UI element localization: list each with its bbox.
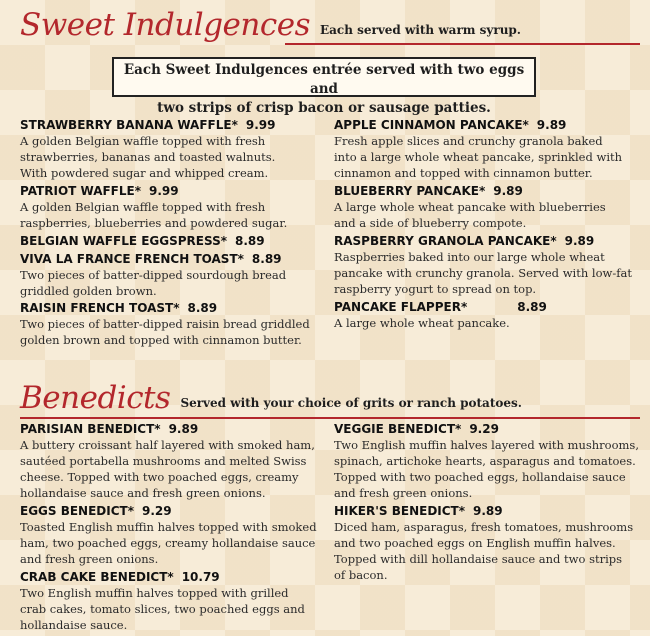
menu-item-price: 9.89 [493,184,523,198]
menu-item-price: 9.89 [473,504,503,518]
menu-item-description-line: raspberries, blueberries and powdered sugar. [20,216,288,230]
menu-item-name: RAISIN FRENCH TOAST* [20,301,180,315]
sweet-right-column [334,117,644,331]
menu-item-header [20,117,325,133]
menu-item-price: 9.29 [469,422,499,436]
menu-item-description-line: Raspberries baked into our large whole wheat [334,250,605,264]
menu-item-description-line: and two poached eggs on English muffin halves. [334,536,616,550]
notice-line: two strips of crisp bacon or sausage patties. [157,100,491,116]
menu-item-name: PARISIAN BENEDICT* [20,422,161,436]
menu-item-description-line: and fresh green onions. [334,486,473,500]
menu-item [20,251,325,299]
menu-item-name: STRAWBERRY BANANA WAFFLE* [20,118,238,132]
menu-item [334,503,644,583]
menu-item [334,183,644,231]
menu-item-price: 9.29 [142,504,172,518]
menu-item [20,183,325,231]
menu-item [334,299,644,331]
menu-item-header [334,183,644,199]
menu-item-name: BELGIAN WAFFLE EGGSPRESS* [20,234,228,248]
menu-item-description-line: and a side of blueberry compote. [334,216,527,230]
menu-item-description-line: raspberry yogurt to spread on top. [334,282,537,296]
menu-item-description-line: crab cakes, tomato slices, two poached eggs and [20,602,305,616]
menu-item-description-line: hollandaise sauce and fresh green onions. [20,486,266,500]
menu-item-description-line: Topped with dill hollandaise sauce and two strips [334,552,623,566]
menu-item-header [20,183,325,199]
menu-item-name: RASPBERRY GRANOLA PANCAKE* [334,234,557,248]
menu-item-description-line: spinach, artichoke hearts, asparagus and tomatoes. [334,454,636,468]
menu-item-header [334,503,644,519]
menu-item-description-line: Fresh apple slices and crunchy granola baked [334,134,603,148]
menu-item-description-line: strawberries, bananas and toasted walnuts. [20,150,276,164]
menu-item-header [334,117,644,133]
menu-item-description-line: A golden Belgian waffle topped with fresh [20,200,266,214]
menu-item-header [20,233,325,249]
menu-item-description-line: Two pieces of batter-dipped raisin bread griddled [20,317,310,331]
menu-item-name: VEGGIE BENEDICT* [334,422,462,436]
menu-item-description-line: With powdered sugar and whipped cream. [20,166,269,180]
menu-item-description-line: pancake with crunchy granola. Served with low-fat [334,266,632,280]
menu-item-description-line: Toasted English muffin halves topped with smoked [20,520,317,534]
section-subtitle: Served with your choice of grits or ranch potatoes. [180,396,522,410]
menu-item-name: VIVA LA FRANCE FRENCH TOAST* [20,252,244,266]
section-subtitle: Each served with warm syrup. [319,23,521,37]
menu-item-name: HIKER'S BENEDICT* [334,504,466,518]
menu-item-header [20,503,325,519]
section-rule [285,43,640,45]
benedicts-header [20,380,522,416]
menu-item-name: CRAB CAKE BENEDICT* [20,570,174,584]
menu-item-name: PANCAKE FLAPPER* [334,300,468,314]
notice-line: Each Sweet Indulgences entrée served with two eggs and [123,62,525,97]
menu-item-name: APPLE CINNAMON PANCAKE* [334,118,529,132]
menu-item-description-line: hollandaise sauce. [20,618,128,632]
menu-item-description-line: cheese. Topped with two poached eggs, creamy [20,470,299,484]
menu-item-description-line: ham, two poached eggs, creamy hollandaise sauce [20,536,316,550]
menu-item-price: 8.89 [251,252,282,266]
benedicts-left-column [20,421,325,633]
menu-item-description-line: sautéed portabella mushrooms and melted Swiss [20,454,307,468]
menu-item [20,421,325,501]
menu-item-description-line: A large whole wheat pancake. [334,316,510,330]
sweet-indulgences-header [20,7,521,43]
menu-item-name: BLUEBERRY PANCAKE* [334,184,486,198]
menu-item-description-line: griddled golden brown. [20,284,157,298]
menu-item-description-line: Two pieces of batter-dipped sourdough bread [20,268,287,282]
menu-item-price: 9.99 [149,184,179,198]
menu-item-header [334,421,644,437]
menu-item-price: 10.79 [181,570,220,584]
menu-item-price: 8.89 [235,234,265,248]
menu-item [20,233,325,249]
menu-item-price: 9.89 [168,422,199,436]
menu-item [334,233,644,297]
menu-item-description-line: A large whole wheat pancake with blueberries [334,200,606,214]
menu-item-description-line: into a large whole wheat pancake, sprinkled with [334,150,623,164]
menu-item-name: EGGS BENEDICT* [20,504,134,518]
menu-item-description-line: cinnamon and topped with cinnamon butter. [334,166,593,180]
menu-item-header [20,569,325,585]
menu-item [20,300,325,348]
menu-item-header [20,251,325,267]
menu-item-description-line: of bacon. [334,568,388,582]
sweet-left-column [20,117,325,348]
menu-item-description-line: golden brown and topped with cinnamon butter. [20,333,302,347]
menu-item-description-line: Diced ham, asparagus, fresh tomatoes, mushrooms [334,520,634,534]
section-title: Sweet Indulgences [20,7,310,43]
menu-item-header [334,233,644,249]
menu-item-price: 8.89 [187,301,218,315]
benedicts-right-column [334,421,644,583]
menu-item [20,503,325,567]
menu-item-description-line: A golden Belgian waffle topped with fresh [20,134,266,148]
menu-item-description-line: Two English muffin halves topped with grilled [20,586,289,600]
notice-box [112,57,536,116]
menu-item [334,117,644,181]
menu-item [20,117,325,181]
section-rule [20,417,640,419]
menu-item-price: 9.99 [245,118,276,132]
menu-item-description-line: Two English muffin halves layered with mushrooms, [334,438,639,452]
menu-item-header [334,299,644,315]
menu-item-price: 8.89 [517,300,547,314]
menu-item-name: PATRIOT WAFFLE* [20,184,142,198]
menu-item-description-line: and fresh green onions. [20,552,159,566]
menu-item-price: 9.89 [564,234,595,248]
menu-item [20,569,325,633]
menu-item-header [20,421,325,437]
menu-item [334,421,644,501]
menu-item-price: 9.89 [536,118,567,132]
menu-item-description-line: Topped with two poached eggs, hollandaise sauce [334,470,626,484]
menu-item-description-line: A buttery croissant half layered with smoked ham, [20,438,315,452]
menu-item-header [20,300,325,316]
section-title: Benedicts [20,380,171,416]
